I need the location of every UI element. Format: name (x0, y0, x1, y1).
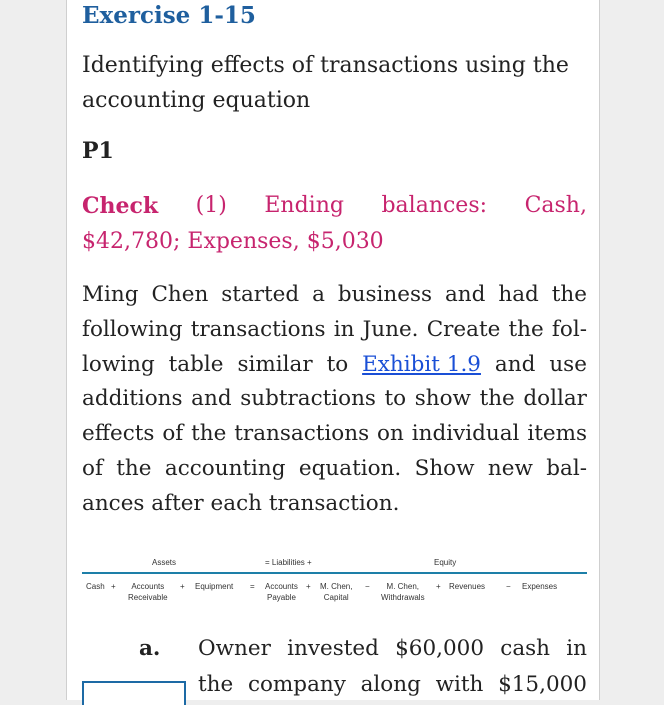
transaction-line-1 (198, 631, 587, 667)
exhibit-link[interactable]: Exhibit 1.9 (362, 351, 481, 377)
word: accounting (164, 455, 286, 481)
check-word: Cash, (524, 193, 587, 218)
word: and (494, 351, 536, 377)
word: similar (237, 351, 313, 377)
learning-objective: P1 (82, 138, 114, 164)
word: to (384, 386, 407, 412)
ar-line-2: Receivable (128, 593, 168, 602)
col-accounts-receivable (128, 581, 168, 603)
transaction-letter: a. (139, 636, 161, 661)
body-line-2 (82, 313, 587, 348)
word: additions (82, 386, 183, 412)
word: $15,000 (498, 672, 587, 697)
equity-header: Equity (434, 558, 457, 567)
check-word: (1) (195, 193, 227, 218)
word: the (191, 421, 227, 447)
col-withdrawals (381, 581, 425, 603)
word: items (527, 421, 587, 447)
body-line-5 (82, 417, 587, 452)
exercise-body (82, 278, 587, 522)
exercise-title: Exercise 1-15 (82, 2, 256, 29)
subtitle-line-1: Identifying effects of transactions using the (82, 53, 569, 78)
word: business (337, 282, 433, 307)
word: a (312, 282, 325, 307)
word: had (498, 282, 539, 307)
word: Chen (151, 282, 209, 307)
word: June. (362, 316, 419, 342)
ar-line-1: Accounts (131, 582, 165, 591)
word: use (549, 351, 587, 377)
op-minus: − (365, 582, 370, 591)
word: invested (287, 636, 379, 661)
col-equipment: Equipment (195, 582, 234, 591)
col-revenues: Revenues (449, 582, 486, 591)
word: bal- (546, 455, 587, 481)
word: dollar (523, 386, 587, 412)
word: new (487, 455, 533, 481)
word: subtractions (240, 386, 376, 412)
capital-line-2: Capital (323, 593, 349, 602)
word: the (198, 672, 234, 697)
subtitle-line-2: accounting equation (82, 88, 311, 113)
word: company (247, 672, 346, 697)
assets-header: Assets (152, 558, 177, 567)
word: Owner (198, 636, 271, 661)
page (66, 0, 600, 700)
col-expenses: Expenses (522, 582, 558, 591)
check-line-2: $42,780; Expenses, $5,030 (82, 229, 384, 254)
check-word: Ending (264, 193, 344, 218)
withdrawals-line-2: Withdrawals (381, 593, 425, 602)
word: transactions (234, 421, 370, 447)
word: and (191, 386, 232, 412)
check-word: balances: (381, 193, 488, 218)
word: fol- (551, 316, 587, 342)
word: to (326, 351, 349, 377)
accounting-equation-table (82, 548, 587, 610)
word: the (116, 455, 152, 481)
answer-input-box[interactable] (82, 681, 186, 705)
transaction-text (198, 631, 587, 703)
header-rule (82, 572, 587, 574)
word: $60,000 (395, 636, 485, 661)
word: cash (500, 636, 551, 661)
op-equals: = (250, 582, 255, 591)
op-plus: + (111, 582, 116, 591)
ap-line-1: Accounts (265, 582, 298, 591)
word: of (82, 455, 103, 481)
word: started (221, 282, 300, 307)
word: equation. (298, 455, 402, 481)
word: table (168, 351, 224, 377)
word: Show (414, 455, 475, 481)
word: of (162, 421, 184, 447)
body-line-3 (82, 348, 587, 383)
check-note (82, 188, 587, 260)
col-capital (320, 581, 352, 603)
liabilities-header: = Liabilities + (265, 558, 312, 567)
word: transactions (190, 316, 326, 342)
capital-line-1: M. Chen, (320, 582, 353, 591)
word: lowing (82, 351, 155, 377)
word: show (414, 386, 471, 412)
word: individual (411, 421, 520, 447)
check-line-1 (82, 188, 587, 224)
transaction-line-2 (198, 667, 587, 703)
body-line-1 (82, 278, 587, 313)
op-plus: + (436, 582, 441, 591)
word: following (82, 316, 183, 342)
ap-line-2: Payable (266, 593, 296, 602)
word: in (333, 316, 355, 342)
body-line-4 (82, 382, 587, 417)
word: the (508, 316, 544, 342)
exercise-subtitle (82, 48, 587, 118)
word: and (444, 282, 486, 307)
withdrawals-line-1: M. Chen, (386, 582, 420, 591)
op-plus: + (180, 582, 185, 591)
check-label: Check (82, 193, 159, 219)
word: in (566, 636, 587, 661)
op-plus: + (306, 582, 311, 591)
word: with (435, 672, 484, 697)
word: Ming (82, 282, 139, 307)
word: on (377, 421, 404, 447)
word: effects (82, 421, 155, 447)
op-minus: − (506, 582, 511, 591)
word: the (551, 282, 587, 307)
word: Create (426, 316, 501, 342)
col-accounts-payable (265, 581, 298, 603)
body-line-7: ances after each transaction. (82, 490, 400, 516)
word: the (479, 386, 515, 412)
body-line-6 (82, 452, 587, 487)
word: along (360, 672, 421, 697)
col-cash: Cash (86, 582, 105, 591)
